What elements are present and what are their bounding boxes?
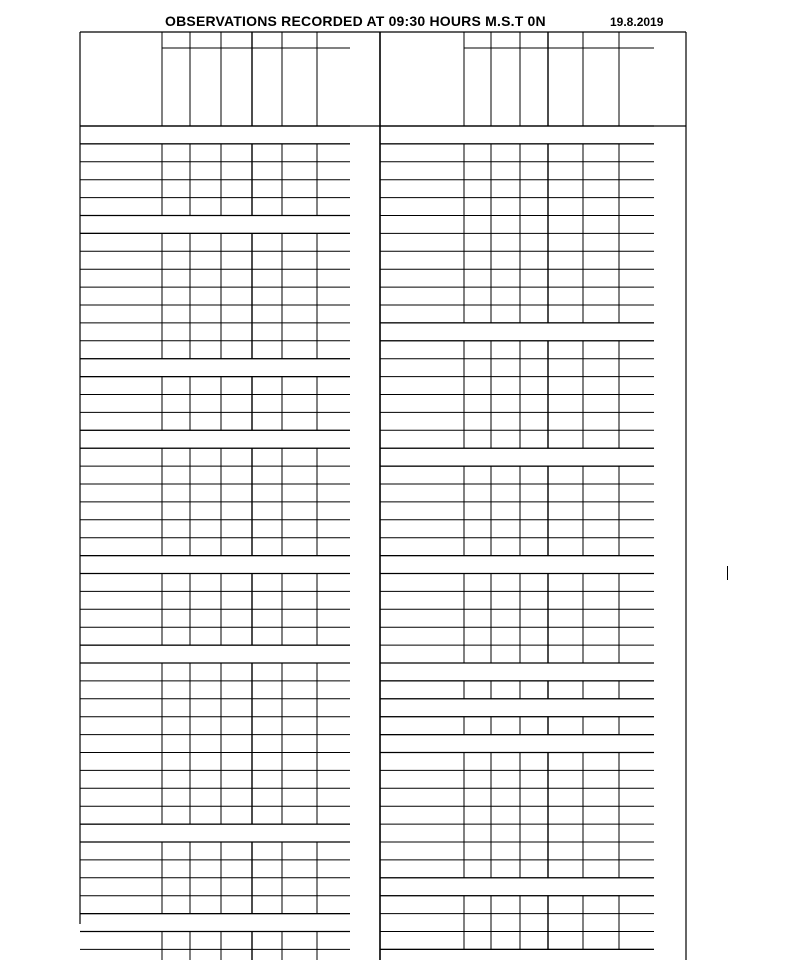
observation-table <box>80 32 686 924</box>
page-title: OBSERVATIONS RECORDED AT 09:30 HOURS M.S.T 0N <box>165 13 546 29</box>
table-grid <box>80 32 686 924</box>
report-date: 19.8.2019 <box>610 15 664 29</box>
stray-mark <box>727 566 728 580</box>
